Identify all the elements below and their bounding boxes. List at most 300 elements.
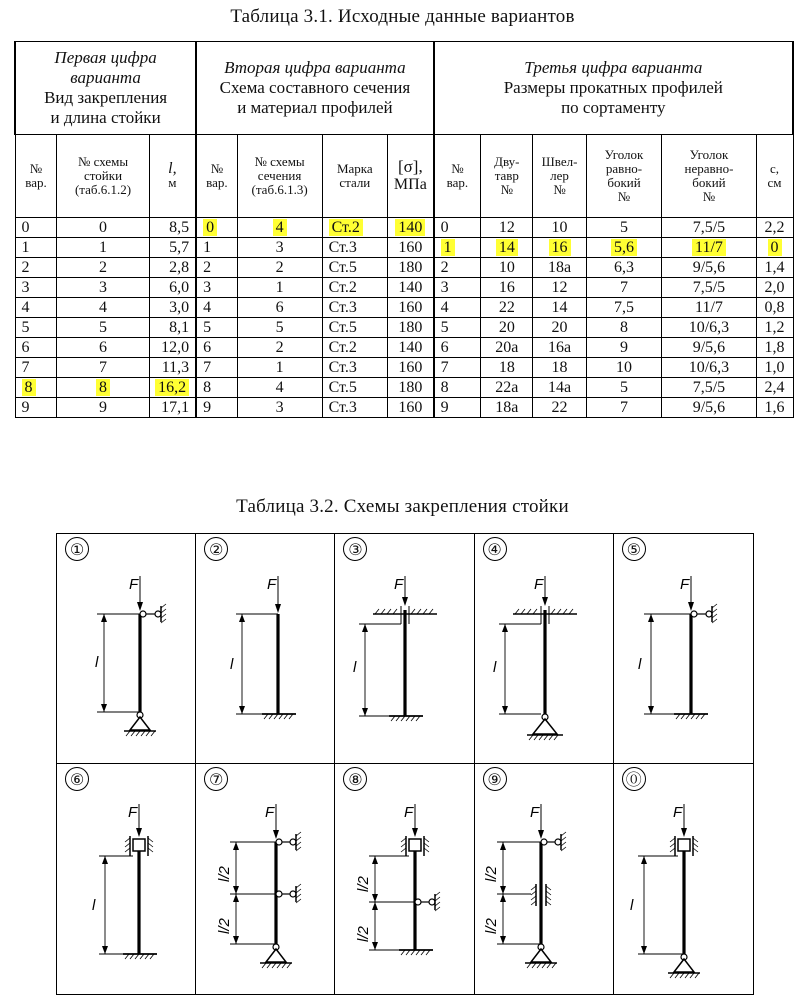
table-cell [434,358,481,378]
table-cell [586,398,662,418]
table-cell [322,378,388,398]
cell-value: Ст.2 [328,278,357,296]
cell-value: 5 [99,318,108,336]
table-cell [662,318,756,338]
cell-value: 7 [203,358,212,376]
cell-value: 20а [495,338,519,356]
table-cell [481,378,533,398]
table-cell [15,338,57,358]
table-cell [481,258,533,278]
scheme-5-diagram [614,534,753,763]
table-3-1-title: Таблица 3.1. Исходные данные вариантов [230,6,575,27]
scheme-8-diagram [335,764,474,993]
scheme-number-2: ② [204,537,228,561]
load-label: F [679,576,689,593]
table-cell [149,318,196,338]
table-cell [388,258,434,278]
scheme-cell-2 [196,534,335,764]
table-cell [149,238,196,258]
scheme-2-diagram [196,534,335,763]
table-cell [57,218,149,238]
col-header-offset-c: c, см [756,135,793,218]
cell-value: 11/7 [692,239,726,256]
cell-value: 22 [498,298,515,316]
table-cell [237,218,322,238]
table-cell [237,378,322,398]
scheme-7-diagram [196,764,335,993]
scheme-number-8: ⑧ [343,767,367,791]
scheme-6-diagram [57,764,196,993]
cell-value: 2,8 [169,258,190,276]
table-cell [481,338,533,358]
cell-value: 180 [398,318,423,336]
half-length-label-top: l/2 [216,866,234,882]
table-cell [586,298,662,318]
table-cell [237,318,322,338]
load-label: F [267,576,277,593]
scheme-9-diagram [475,764,614,993]
scheme-cell-3 [335,534,474,764]
cell-value: 4 [203,298,212,316]
table-cell [57,258,149,278]
table-cell [756,218,793,238]
table-cell [196,378,237,398]
table-cell [662,378,756,398]
cell-value: 1 [441,239,455,256]
table-cell [237,278,322,298]
scheme-3-diagram [335,534,474,763]
cell-value: 10 [551,218,568,236]
table-cell [756,378,793,398]
cell-value: 7 [440,358,449,376]
cell-value: 2,4 [764,378,785,396]
cell-value: 4 [21,298,30,316]
schemes-grid [56,533,754,995]
table-cell [434,338,481,358]
table-cell [586,358,662,378]
table-cell [388,378,434,398]
table-row [15,398,793,418]
length-label: l [95,654,99,671]
table-cell [57,358,149,378]
col-header-allowable-stress: [σ], МПа [388,135,434,218]
half-length-label-top: l/2 [355,876,373,892]
cell-value: 8,5 [169,218,190,236]
cell-value: 8 [620,318,628,336]
scheme-cell-4 [475,534,614,764]
cell-value: 140 [398,338,423,356]
cell-value: 140 [398,278,423,296]
cell-value: 7,5 [614,298,634,316]
table-cell [586,258,662,278]
cell-value: 2,2 [764,218,785,236]
col-header-length: l, м [149,135,196,218]
cell-value: 9 [440,398,449,416]
load-label: F [404,804,414,821]
cell-value: 1 [99,238,108,256]
col-header-steel-grade: Марка стали [322,135,388,218]
table-cell [481,218,533,238]
cell-value: Ст.5 [328,378,357,396]
table-cell [662,398,756,418]
table-cell [756,398,793,418]
table-cell [15,258,57,278]
cell-value: 7,5/5 [692,278,726,296]
cell-value: 1 [275,278,284,296]
cell-value: 10 [616,358,632,376]
cell-value: 7 [620,278,628,296]
cell-value: 6,0 [169,278,190,296]
cell-value: 4 [440,298,449,316]
table-cell [434,218,481,238]
cell-value: 18а [547,258,572,276]
table-cell [533,278,586,298]
cell-value: 18 [551,358,568,376]
table-cell [533,358,586,378]
group-third-digit: Третья цифра варианта Размеры прокатных профилей по сортаменту [434,42,793,135]
half-length-label-bottom: l/2 [482,918,500,934]
cell-value: 11,3 [161,358,190,376]
load-label: F [394,576,404,593]
table-cell [388,398,434,418]
cell-value: 8 [96,379,110,396]
table-cell [662,298,756,318]
table-cell [533,318,586,338]
table-cell [434,318,481,338]
table-cell [57,278,149,298]
cell-value: 8 [203,378,212,396]
cell-value: 160 [398,358,423,376]
cell-value: 7 [620,398,628,416]
cell-value: Ст.5 [328,258,357,276]
cell-value: 2 [203,258,212,276]
cell-value: 2,0 [764,278,785,296]
cell-value: 6 [99,338,108,356]
cell-value: 1,4 [764,258,785,276]
table-cell [586,218,662,238]
cell-value: 7 [99,358,108,376]
cell-value: 9 [99,398,108,416]
table-cell [586,378,662,398]
cell-value: 8 [440,378,449,396]
table-cell [196,398,237,418]
scheme-cell-6 [57,764,196,994]
table-cell [388,298,434,318]
table-cell [434,298,481,318]
scheme-number-6: ⑥ [65,767,89,791]
scheme-cell-9 [475,764,614,994]
group-first-digit: Первая цифра варианта Вид закрепления и длина стойки [15,42,196,135]
cell-value: 6,3 [614,258,634,276]
table-row [15,258,793,278]
table-cell [533,338,586,358]
cell-value: Ст.3 [328,238,357,256]
cell-value: 5 [203,318,212,336]
table-cell [149,378,196,398]
cell-value: 12,0 [161,338,190,356]
table-cell [196,278,237,298]
cell-value: 8 [22,379,36,396]
table-cell [662,278,756,298]
table-cell [756,318,793,338]
scheme-number-7: ⑦ [204,767,228,791]
cell-value: 9/5,6 [692,398,726,416]
cell-value: 6 [275,298,284,316]
table-cell [481,238,533,258]
group-second-digit: Вторая цифра варианта Схема составного сечения и материал профилей [196,42,433,135]
table-row [15,298,793,318]
table-cell [322,238,388,258]
scheme-cell-5 [614,534,753,764]
cell-value: 4 [273,219,287,236]
cell-value: 20 [551,318,568,336]
table-cell [15,238,57,258]
table-cell [15,398,57,418]
cell-value: 180 [398,258,423,276]
table-cell [481,298,533,318]
half-length-label-bottom: l/2 [355,926,373,942]
cell-value: 5,6 [611,239,637,256]
cell-value: 16а [547,338,572,356]
cell-value: 18а [495,398,519,416]
cell-value: 10/6,3 [688,318,730,336]
table-cell [149,398,196,418]
table-cell [322,298,388,318]
table-cell [322,258,388,278]
table-cell [481,318,533,338]
cell-value: 17,1 [161,398,190,416]
col-header-variant-1: № вар. [15,135,57,218]
table-cell [533,258,586,278]
cell-value: 8,1 [169,318,190,336]
scheme-number-4: ④ [483,537,507,561]
length-label: l [637,656,642,673]
table-row [15,278,793,298]
table-cell [196,218,237,238]
col-header-scheme-section: № схемы сечения (таб.6.1.3) [237,135,322,218]
cell-value: 7,5/5 [692,218,726,236]
table-cell [237,398,322,418]
table-cell [196,298,237,318]
table-cell [322,398,388,418]
length-label: l [629,897,634,914]
cell-value: 180 [398,378,423,396]
table-cell [586,278,662,298]
table-cell [434,378,481,398]
table-cell [149,278,196,298]
table-cell [57,318,149,338]
length-label: l [353,659,357,676]
table-cell [756,358,793,378]
cell-value: 5 [620,218,628,236]
table-cell [196,318,237,338]
table-cell [57,338,149,358]
cell-value: 5,7 [169,238,190,256]
cell-value: 1,6 [764,398,785,416]
table-cell [57,298,149,318]
half-length-label-top: l/2 [482,866,500,882]
cell-value: 2 [21,258,30,276]
cell-value: 9/5,6 [692,258,726,276]
cell-value: 20 [498,318,515,336]
cell-value: 160 [398,298,423,316]
col-header-variant-2: № вар. [196,135,237,218]
table-cell [756,278,793,298]
table-cell [481,278,533,298]
table-cell [149,358,196,378]
col-header-variant-3: № вар. [434,135,481,218]
load-label: F [529,804,539,821]
table-cell [388,358,434,378]
table-cell [196,238,237,258]
cell-value: 6 [440,338,449,356]
table-cell [237,238,322,258]
cell-value: 16,2 [155,379,189,396]
cell-value: 11/7 [695,298,723,316]
cell-value: 3 [99,278,108,296]
cell-value: 22 [551,398,568,416]
scheme-1-diagram [57,534,196,763]
table-cell [388,338,434,358]
table-cell [322,338,388,358]
cell-value: 4 [275,378,284,396]
table-cell [756,238,793,258]
cell-value: 5 [440,318,449,336]
table-cell [533,298,586,318]
table-cell [322,218,388,238]
table-cell [237,258,322,278]
cell-value: 14 [551,298,568,316]
load-label: F [129,576,139,593]
scheme-number-3: ③ [343,537,367,561]
cell-value: 4 [99,298,108,316]
table-cell [322,278,388,298]
cell-value: 9/5,6 [692,338,726,356]
table-cell [149,338,196,358]
table-row [15,378,793,398]
col-header-channel: Швел- лер № [533,135,586,218]
cell-value: 2 [440,258,449,276]
cell-value: 1,0 [764,358,785,376]
table-cell [533,218,586,238]
cell-value: Ст.2 [328,338,357,356]
cell-value: 5 [620,378,628,396]
table-cell [662,238,756,258]
cell-value: 2 [275,338,284,356]
load-label: F [128,804,138,821]
scheme-4-diagram [475,534,614,763]
load-label: F [265,804,275,821]
table-cell [237,338,322,358]
table-cell [533,378,586,398]
scheme-number-5: ⑤ [622,537,646,561]
scheme-cell-8 [335,764,474,994]
cell-value: 0 [203,219,217,236]
cell-value: 0 [99,218,108,236]
cell-value: 2 [99,258,108,276]
table-cell [196,338,237,358]
table-row [15,338,793,358]
table-cell [533,398,586,418]
table-cell [15,318,57,338]
table-row [15,238,793,258]
length-label: l [230,656,234,673]
table-cell [388,238,434,258]
col-header-scheme-stand: № схемы стойки (таб.6.1.2) [57,135,149,218]
cell-value: 1 [275,358,284,376]
cell-value: 3 [275,238,284,256]
cell-value: 12 [498,218,515,236]
table-cell [481,358,533,378]
cell-value: 7,5/5 [692,378,726,396]
cell-value: 12 [551,278,568,296]
cell-value: 1 [203,238,212,256]
table-cell [662,338,756,358]
cell-value: 1,8 [764,338,785,356]
table-cell [149,258,196,278]
table-cell [481,398,533,418]
variants-table [14,41,794,418]
load-label: F [672,804,682,821]
table-cell [434,278,481,298]
table-cell [322,318,388,338]
cell-value: Ст.5 [328,318,357,336]
cell-value: 10 [498,258,515,276]
cell-value: 14 [496,239,518,256]
table-cell [57,398,149,418]
table-row [15,318,793,338]
cell-value: 0,8 [764,298,785,316]
cell-value: 5 [21,318,30,336]
cell-value: Ст.3 [328,358,357,376]
cell-value: 1 [21,238,30,256]
table-cell [149,218,196,238]
table-row [15,218,793,238]
table-cell [237,298,322,318]
cell-value: 0 [21,218,30,236]
cell-value: 3 [21,278,30,296]
table-cell [15,298,57,318]
cell-value: 9 [620,338,628,356]
cell-value: 16 [549,239,571,256]
col-header-unequal-angle: Уголок неравно- бокий № [662,135,756,218]
cell-value: 0 [768,239,782,256]
table-cell [388,278,434,298]
cell-value: 160 [398,398,423,416]
cell-value: 3 [203,278,212,296]
load-label: F [533,576,543,593]
table-cell [196,258,237,278]
table-cell [15,378,57,398]
table-3-2-title: Таблица 3.2. Схемы закрепления стойки [236,496,569,517]
cell-value: 7 [21,358,30,376]
scheme-number-1: ① [65,537,89,561]
table-cell [57,238,149,258]
cell-value: 3 [440,278,449,296]
table-cell [237,358,322,378]
table-row [15,358,793,378]
table-cell [756,298,793,318]
table-cell [662,358,756,378]
cell-value: 22а [495,378,519,396]
cell-value: 0 [440,218,449,236]
cell-value: 9 [21,398,30,416]
scheme-cell-7 [196,764,335,994]
cell-value: 6 [21,338,30,356]
cell-value: 18 [498,358,515,376]
table-cell [586,318,662,338]
col-header-i-beam: Дву- тавр № [481,135,533,218]
